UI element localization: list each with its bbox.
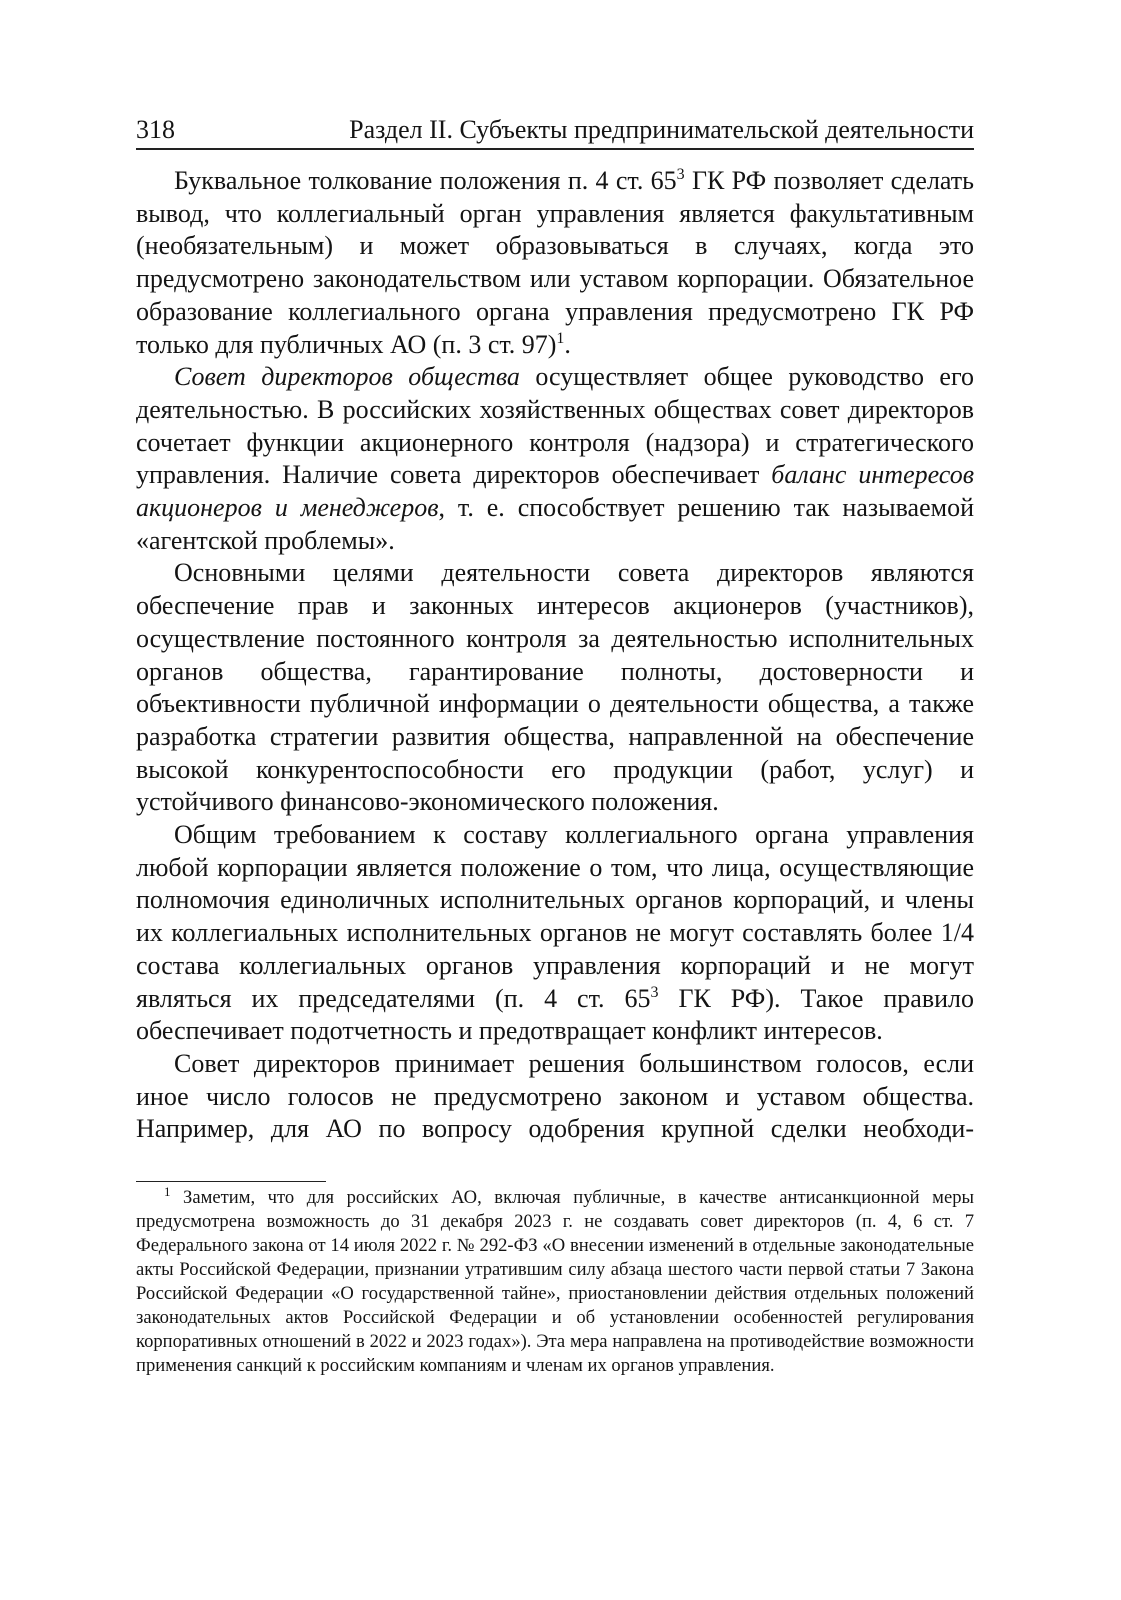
footnote-text: Заметим, что для российских АО, включая публичные, в качестве антисанкционной меры предусмотрена возможность до 31 декабря 2023 г. не создавать совет директоров (п. 4, 6 ст. 7 Федерального закона от 14 июля 2022 г. № 292-ФЗ «О внесении изменений в отдельные законодательные акты Российской Федерации, признании утратившим силу абзаца шестого части первой статьи 7 Закона Российской Федерации «О государственной тайне», приостановлении действия отдельных положений законодательных актов Российской Федерации и об установлении особенностей регулирования корпоративных отношений в 2022 и 2023 годах»). Эта мера направлена на противодействие возможности применения санкций к российским компаниям и членам их органов управления. <box>136 1187 974 1376</box>
term-balance-of-interests: баланс интересов акционеров и менеджеров <box>136 460 974 523</box>
page-header <box>136 112 974 150</box>
paragraph-4 <box>136 819 974 1048</box>
superscript-3: 3 <box>650 983 659 1001</box>
term-board-of-directors: Совет директоров общества <box>174 362 520 392</box>
superscript-3: 3 <box>676 166 685 183</box>
paragraph-4-text-b: ГК РФ). Такое правило обеспечивает подотчетность и предотвращает конфликт интересов. <box>136 983 975 1046</box>
paragraph-4-text-a: Общим требованием к составу коллегиального органа управления любой корпорации является положение о том, что лица, осуществляющие полномочия единоличных исполнительных органов корпораций, и члены их коллегиальных исполнительных органов не могут составлять более 1/4 состава коллегиальных органов управления корпораций и не могут являться их председателями (п. 4 ст. 65 <box>136 820 974 1013</box>
paragraph-1-text-b: ГК РФ позволяет сделать вывод, что коллегиальный орган управления является факультативным (необязательным) и может образовываться в случаях, когда это предусмотрено законодательством или уставом корпорации. Обязательное образование коллегиального органа управления предусмотрено ГК РФ только для публичных АО (п. 3 ст. 97) <box>136 166 975 359</box>
footnote <box>136 1186 974 1378</box>
paragraph-2 <box>136 361 974 557</box>
footnote-separator <box>136 1181 326 1182</box>
paragraph-5: Совет директоров принимает решения большинством голосов, если иное число голосов не предусмотрено законом и уставом общества. Например, для АО по вопросу одобрения крупной сделки необходи- <box>136 1048 974 1144</box>
footnote-1 <box>136 1186 974 1378</box>
paragraph-2-text-b: , т. е. способствует решению так называемой «агентской проблемы». <box>136 493 974 555</box>
paragraph-1-text-a: Буквальное толкование положения п. 4 ст. 65 <box>174 166 677 195</box>
paragraph-3: Основными целями деятельности совета директоров являются обеспечение прав и законных интересов акционеров (участников), осуществление постоянного контроля за деятельностью исполнительных органов общества, гарантирование полноты, достоверности и объективности публичной информации о деятельности общества, а также разработка стратегии развития общества, направленной на обеспечение высокой конкурентоспособности его продукции (работ, услуг) и устойчивого финансово-экономического положения. <box>136 558 974 817</box>
footnote-reference: 1 <box>556 329 565 347</box>
paragraph-2-text-a: осуществляет общее руководство его деятельностью. В российских хозяйственных обществах совет директоров сочетает функции акционерного контроля (надзора) и стратегического управления. Наличие совета директоров обеспечивает <box>136 362 974 490</box>
paragraph-1-text-c: . <box>564 329 571 359</box>
running-title: Раздел II. Субъекты предпринимательской деятельности <box>349 115 974 144</box>
page-number: 318 <box>136 115 175 144</box>
paragraph-1 <box>136 165 974 361</box>
main-text <box>136 165 974 1146</box>
footnote-marker: 1 <box>164 1184 171 1199</box>
